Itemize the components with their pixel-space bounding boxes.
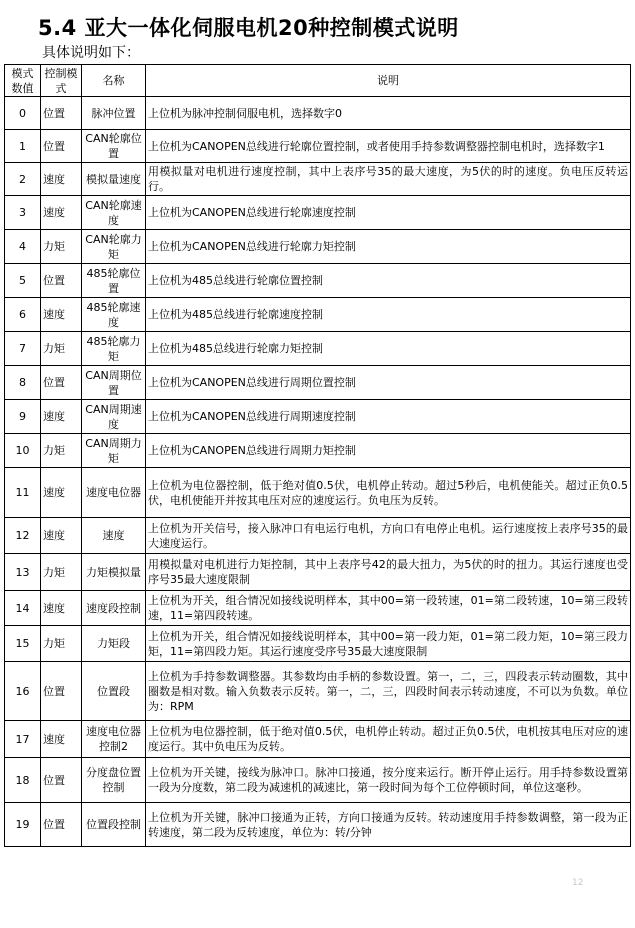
table-row bbox=[5, 130, 631, 163]
mode-description: 上位机为CANOPEN总线进行周期速度控制 bbox=[146, 400, 631, 434]
table-row bbox=[5, 554, 631, 591]
mode-number: 4 bbox=[5, 230, 41, 264]
mode-description: 上位机为CANOPEN总线进行轮廓速度控制 bbox=[146, 196, 631, 230]
mode-description: 上位机为485总线进行轮廓速度控制 bbox=[146, 298, 631, 332]
mode-name: CAN周期位置 bbox=[82, 366, 146, 400]
table-row bbox=[5, 591, 631, 626]
page-number: 12 bbox=[572, 878, 584, 888]
mode-number: 19 bbox=[5, 803, 41, 847]
mode-name: 速度 bbox=[82, 518, 146, 554]
control-mode: 速度 bbox=[41, 196, 82, 230]
mode-name: CAN轮廓力矩 bbox=[82, 230, 146, 264]
table-row bbox=[5, 264, 631, 298]
table-header-row bbox=[5, 65, 631, 97]
mode-name: 速度段控制 bbox=[82, 591, 146, 626]
control-mode: 位置 bbox=[41, 130, 82, 163]
mode-name: 力矩段 bbox=[82, 626, 146, 662]
mode-description: 上位机为485总线进行轮廓位置控制 bbox=[146, 264, 631, 298]
page-title: 5.4 亚大一体化伺服电机20种控制模式说明 bbox=[38, 16, 459, 40]
mode-description: 上位机为CANOPEN总线进行周期力矩控制 bbox=[146, 434, 631, 468]
table-row bbox=[5, 758, 631, 803]
table-row bbox=[5, 298, 631, 332]
header-mode-value: 模式数值 bbox=[5, 65, 41, 97]
mode-number: 10 bbox=[5, 434, 41, 468]
control-mode: 力矩 bbox=[41, 332, 82, 366]
control-mode: 速度 bbox=[41, 298, 82, 332]
mode-number: 3 bbox=[5, 196, 41, 230]
table-row bbox=[5, 230, 631, 264]
mode-description: 用模拟量对电机进行速度控制，其中上表序号35的最大速度，为5伏的时的速度。负电压反转运行。 bbox=[146, 163, 631, 196]
table-row bbox=[5, 97, 631, 130]
mode-description: 上位机为开关，组合情况如接线说明样本，其中00=第一段转速，01=第二段转速，10=第三段转速，11=第四段转速。 bbox=[146, 591, 631, 626]
mode-description: 上位机为CANOPEN总线进行周期位置控制 bbox=[146, 366, 631, 400]
mode-number: 16 bbox=[5, 662, 41, 721]
mode-number: 14 bbox=[5, 591, 41, 626]
mode-name: 力矩模拟量 bbox=[82, 554, 146, 591]
table-row bbox=[5, 332, 631, 366]
mode-number: 8 bbox=[5, 366, 41, 400]
mode-description: 用模拟量对电机进行力矩控制，其中上表序号42的最大扭力，为5伏的时的扭力。其运行速度也受序号35最大速度限制 bbox=[146, 554, 631, 591]
control-mode: 力矩 bbox=[41, 230, 82, 264]
mode-number: 7 bbox=[5, 332, 41, 366]
control-mode: 速度 bbox=[41, 468, 82, 518]
control-modes-table bbox=[4, 64, 631, 847]
mode-description: 上位机为485总线进行轮廓力矩控制 bbox=[146, 332, 631, 366]
mode-name: 模拟量速度 bbox=[82, 163, 146, 196]
mode-description: 上位机为开关键，接线为脉冲口。脉冲口接通，按分度来运行。断开停止运行。用手持参数设置第一段为分度数，第二段为减速机的减速比，第一段时间为每个工位停顿时间，单位这毫秒。 bbox=[146, 758, 631, 803]
mode-description: 上位机为开关信号，接入脉冲口有电运行电机，方向口有电停止电机。运行速度按上表序号35的最大速度运行。 bbox=[146, 518, 631, 554]
control-mode: 位置 bbox=[41, 662, 82, 721]
table-row bbox=[5, 626, 631, 662]
mode-number: 13 bbox=[5, 554, 41, 591]
mode-name: 位置段 bbox=[82, 662, 146, 721]
table-row bbox=[5, 803, 631, 847]
mode-description: 上位机为开关，组合情况如接线说明样本，其中00=第一段力矩，01=第二段力矩，10=第三段力矩，11=第四段力矩。其运行速度受序号35最大速度限制 bbox=[146, 626, 631, 662]
header-control-mode: 控制模式 bbox=[41, 65, 82, 97]
mode-name: 485轮廓位置 bbox=[82, 264, 146, 298]
mode-number: 18 bbox=[5, 758, 41, 803]
header-name: 名称 bbox=[82, 65, 146, 97]
control-mode: 力矩 bbox=[41, 626, 82, 662]
control-mode: 位置 bbox=[41, 758, 82, 803]
table-row bbox=[5, 518, 631, 554]
mode-name: CAN轮廓速度 bbox=[82, 196, 146, 230]
mode-name: 分度盘位置控制 bbox=[82, 758, 146, 803]
control-mode: 速度 bbox=[41, 400, 82, 434]
mode-number: 9 bbox=[5, 400, 41, 434]
mode-name: CAN周期力矩 bbox=[82, 434, 146, 468]
mode-number: 6 bbox=[5, 298, 41, 332]
mode-number: 5 bbox=[5, 264, 41, 298]
mode-name: 速度电位器 bbox=[82, 468, 146, 518]
mode-number: 11 bbox=[5, 468, 41, 518]
table-row bbox=[5, 163, 631, 196]
mode-name: CAN周期速度 bbox=[82, 400, 146, 434]
mode-name: 485轮廓力矩 bbox=[82, 332, 146, 366]
control-mode: 速度 bbox=[41, 591, 82, 626]
table-row bbox=[5, 721, 631, 758]
table-row bbox=[5, 434, 631, 468]
control-mode: 力矩 bbox=[41, 434, 82, 468]
table-row bbox=[5, 366, 631, 400]
mode-description: 上位机为电位器控制，低于绝对值0.5伏，电机停止转动。超过5秒后，电机使能关。超过正负0.5伏，电机使能开并按其电压对应的速度运行。负电压为反转。 bbox=[146, 468, 631, 518]
table-row bbox=[5, 400, 631, 434]
table-row bbox=[5, 196, 631, 230]
mode-name: CAN轮廓位置 bbox=[82, 130, 146, 163]
mode-description: 上位机为CANOPEN总线进行轮廓力矩控制 bbox=[146, 230, 631, 264]
mode-number: 2 bbox=[5, 163, 41, 196]
mode-number: 17 bbox=[5, 721, 41, 758]
mode-name: 位置段控制 bbox=[82, 803, 146, 847]
mode-name: 速度电位器控制2 bbox=[82, 721, 146, 758]
table-row bbox=[5, 662, 631, 721]
mode-number: 1 bbox=[5, 130, 41, 163]
control-mode: 位置 bbox=[41, 803, 82, 847]
mode-description: 上位机为CANOPEN总线进行轮廓位置控制，或者使用手持参数调整器控制电机时，选择数字1 bbox=[146, 130, 631, 163]
mode-number: 15 bbox=[5, 626, 41, 662]
mode-description: 上位机为电位器控制，低于绝对值0.5伏，电机停止转动。超过正负0.5伏，电机按其电压对应的速度运行。其中负电压为反转。 bbox=[146, 721, 631, 758]
mode-description: 上位机为开关键，脉冲口接通为正转，方向口接通为反转。转动速度用手持参数调整，第一段为正转速度，第二段为反转速度，单位为：转/分钟 bbox=[146, 803, 631, 847]
control-mode: 位置 bbox=[41, 264, 82, 298]
mode-number: 12 bbox=[5, 518, 41, 554]
control-mode: 速度 bbox=[41, 518, 82, 554]
mode-number: 0 bbox=[5, 97, 41, 130]
control-mode: 位置 bbox=[41, 366, 82, 400]
table-row bbox=[5, 468, 631, 518]
control-mode: 速度 bbox=[41, 163, 82, 196]
control-mode: 位置 bbox=[41, 97, 82, 130]
mode-name: 脉冲位置 bbox=[82, 97, 146, 130]
header-description: 说明 bbox=[146, 65, 631, 97]
control-mode: 力矩 bbox=[41, 554, 82, 591]
control-mode: 速度 bbox=[41, 721, 82, 758]
mode-description: 上位机为脉冲控制伺服电机，选择数字0 bbox=[146, 97, 631, 130]
subtitle: 具体说明如下： bbox=[42, 45, 140, 61]
mode-name: 485轮廓速度 bbox=[82, 298, 146, 332]
mode-description: 上位机为手持参数调整器。其参数均由手柄的参数设置。第一，二，三，四段表示转动圈数，其中圈数是相对数。输入负数表示反转。第一，二，三，四段时间表示转动速度，不可以为负数。单位为：RPM bbox=[146, 662, 631, 721]
